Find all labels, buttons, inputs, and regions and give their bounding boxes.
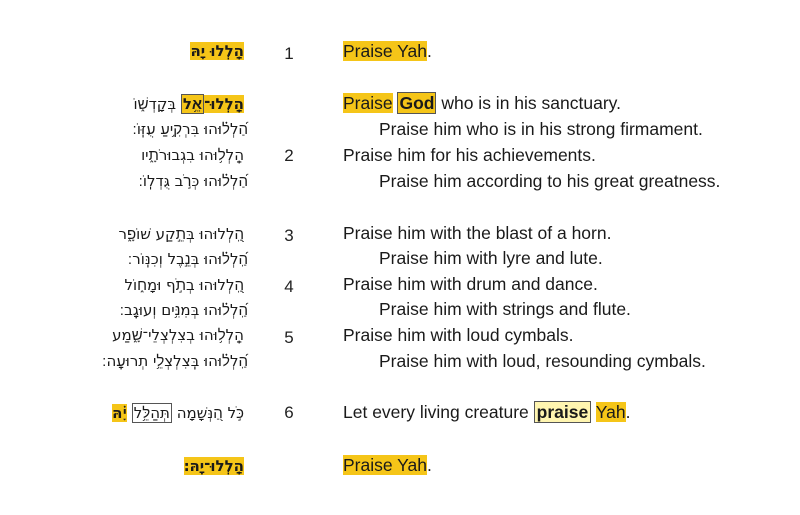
english-line-11: Praise him with loud, resounding cymbals. bbox=[379, 351, 706, 371]
hebrew-line-5: הַ֝לְל֗וּהוּ כְּרֹ֣ב גֻּדְלֽוֹ׃ bbox=[138, 172, 248, 190]
yah-highlight: Yah bbox=[595, 402, 626, 422]
english-line-6: Praise him with the blast of a horn. bbox=[343, 223, 612, 243]
english-line-3: Praise him who is in his strong firmament. bbox=[379, 119, 703, 139]
hebrew-hallelujah-highlight: הַֽלְלוּ־יָֽהּ׃ bbox=[183, 457, 244, 475]
hebrew-hallelu-highlight: הַֽלְלוּ־ bbox=[204, 95, 244, 113]
hebrew-text: בְּקָדְשׁ֑וֹ bbox=[133, 95, 181, 113]
verse-number: 5 bbox=[284, 328, 294, 347]
hebrew-yah-highlight: יָ֗הּ bbox=[112, 404, 127, 422]
english-line-7: Praise him with lyre and lute. bbox=[379, 248, 603, 268]
english-text: Let every living creature bbox=[343, 402, 534, 422]
period: . bbox=[427, 455, 432, 475]
hebrew-line-6: הַֽ֭לְלוּהוּ בְּתֵ֣קַע שׁוֹפָ֑ר bbox=[118, 225, 244, 243]
praise-yah-highlight: Praise Yah bbox=[343, 41, 427, 61]
verse-number: 4 bbox=[284, 277, 294, 296]
hebrew-line-11: הַֽ֝לְל֗וּהוּ בְּֽצִלְצְלֵ֥י תְרוּעָֽה׃ bbox=[102, 352, 248, 370]
english-line-12 bbox=[343, 401, 630, 423]
hebrew-line-8: הַֽ֭לְלוּהוּ בְתֹ֣ף וּמָח֑וֹל bbox=[124, 276, 244, 294]
english-line-9: Praise him with strings and flute. bbox=[379, 299, 631, 319]
hebrew-tehallel-boxed: תְּהַלֵּ֥ל bbox=[133, 404, 170, 422]
english-line-2 bbox=[343, 92, 621, 114]
hebrew-line-7: הַֽ֝לְל֗וּהוּ בְּנֵ֣בֶל וְכִנּֽוֹר׃ bbox=[127, 250, 248, 268]
hebrew-line-1 bbox=[190, 40, 244, 62]
hebrew-line-2 bbox=[134, 93, 244, 115]
period: . bbox=[427, 41, 432, 61]
verse-number: 3 bbox=[284, 226, 294, 245]
verse-number: 2 bbox=[284, 146, 294, 165]
period: . bbox=[625, 402, 631, 422]
english-line-5: Praise him according to his great greatness. bbox=[379, 171, 721, 191]
hebrew-el-boxed: אֵ֥ל bbox=[182, 95, 203, 113]
hebrew-line-4: הַֽלְל֥וּהוּ בִגְבוּרֹתָ֑יו bbox=[141, 146, 244, 164]
praise-boxed-highlight: praise bbox=[534, 401, 592, 423]
english-text: who is in his sanctuary. bbox=[436, 93, 621, 113]
praise-yah-highlight: Praise Yah bbox=[343, 455, 427, 475]
verse-number: 6 bbox=[284, 403, 294, 422]
hebrew-text: כֹּ֣ל הַ֭נְּשָׁמָה bbox=[171, 404, 244, 422]
hebrew-hallelujah-highlight: הַֽלְלוּ יָהּ bbox=[190, 42, 244, 60]
english-line-8: Praise him with drum and dance. bbox=[343, 274, 598, 294]
english-line-13 bbox=[343, 454, 432, 476]
english-line-4: Praise him for his achievements. bbox=[343, 145, 596, 165]
hebrew-line-13 bbox=[184, 455, 244, 477]
english-line-10: Praise him with loud cymbals. bbox=[343, 325, 574, 345]
hebrew-line-12 bbox=[112, 402, 244, 424]
hebrew-line-10: הַֽלְל֥וּהוּ בְצִלְצְלֵי־שָׁ֑מַע bbox=[112, 326, 244, 344]
hebrew-line-9: הַֽ֝לְל֗וּהוּ בְּמִנִּ֥ים וְעוּגָֽב׃ bbox=[119, 301, 248, 319]
praise-highlight: Praise bbox=[343, 93, 393, 113]
god-boxed-highlight: God bbox=[399, 93, 435, 113]
english-line-1 bbox=[343, 40, 432, 62]
hebrew-line-3: הַ֝לְל֗וּהוּ בִּרְקִ֥יעַ עֻזּֽוֹ׃ bbox=[132, 120, 248, 138]
verse-number: 1 bbox=[284, 44, 294, 63]
